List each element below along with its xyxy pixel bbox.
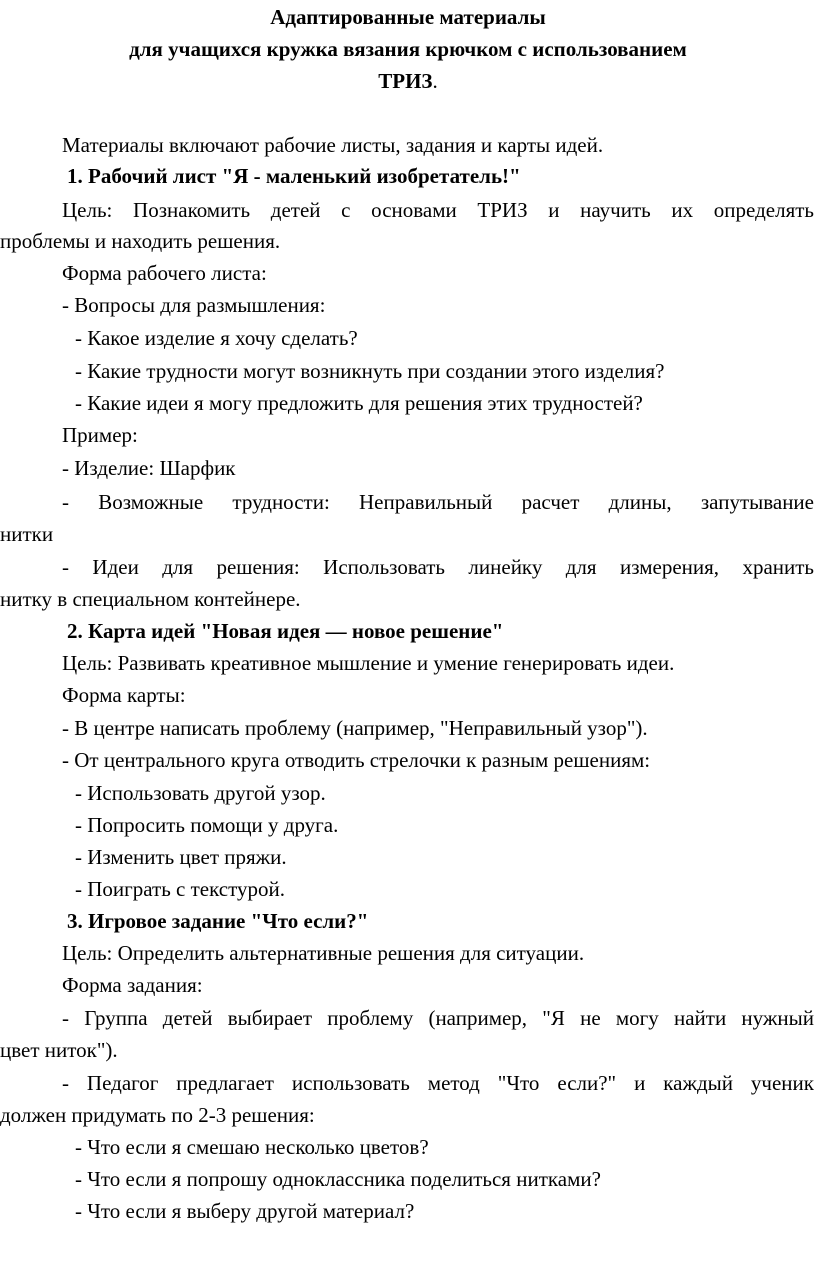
section-1-example: Пример: bbox=[62, 423, 138, 447]
section-3-what-if-3: - Что если я выберу другой материал? bbox=[75, 1199, 415, 1223]
section-3-item-1-line-1: - Группа детей выбирает проблему (например, "Я не могу найти нужный bbox=[62, 1006, 814, 1030]
title-line-2: для учащихся кружка вязания крючком с использованием bbox=[129, 37, 687, 61]
section-2-solution-4: - Поиграть с текстурой. bbox=[75, 877, 285, 901]
section-1-question-3: - Какие идеи я могу предложить для решения этих трудностей? bbox=[75, 391, 643, 415]
section-2-solution-2: - Попросить помощи у друга. bbox=[75, 813, 339, 837]
section-3-what-if-1: - Что если я смешаю несколько цветов? bbox=[75, 1135, 429, 1159]
section-3-item-2-line-2: должен придумать по 2-3 решения: bbox=[0, 1103, 315, 1127]
section-1-form: Форма рабочего листа: bbox=[62, 261, 267, 285]
section-1-questions: - Вопросы для размышления: bbox=[62, 293, 326, 317]
title-period: . bbox=[432, 69, 438, 93]
section-3-what-if-2: - Что если я попрошу одноклассника поделиться нитками? bbox=[75, 1167, 601, 1191]
section-3-goal: Цель: Определить альтернативные решения для ситуации. bbox=[62, 941, 585, 965]
section-2-solution-1: - Использовать другой узор. bbox=[75, 781, 326, 805]
title-triz: ТРИЗ bbox=[378, 69, 433, 93]
section-2-solution-3: - Изменить цвет пряжи. bbox=[75, 845, 287, 869]
title-line-1: Адаптированные материалы bbox=[270, 5, 546, 29]
section-2-item-2: - От центрального круга отводить стрелочки к разным решениям: bbox=[62, 748, 651, 772]
section-1-difficulties-line-1: - Возможные трудности: Неправильный расчет длины, запутывание bbox=[62, 490, 814, 514]
section-1-heading: 1. Рабочий лист "Я - маленький изобретатель!" bbox=[67, 164, 521, 188]
section-3-item-1-line-2: цвет ниток"). bbox=[0, 1038, 118, 1062]
section-1-ideas-line-1: - Идеи для решения: Использовать линейку для измерения, хранить bbox=[62, 555, 814, 579]
section-2-goal: Цель: Развивать креативное мышление и умение генерировать идеи. bbox=[62, 651, 675, 675]
section-1-difficulties-line-2: нитки bbox=[0, 522, 54, 546]
section-2-heading: 2. Карта идей "Новая идея — новое решение" bbox=[67, 619, 504, 643]
intro-text: Материалы включают рабочие листы, задания и карты идей. bbox=[62, 133, 604, 157]
title-line-3 bbox=[0, 68, 816, 94]
section-3-form: Форма задания: bbox=[62, 973, 203, 997]
section-3-heading: 3. Игровое задание "Что если?" bbox=[67, 909, 369, 933]
section-1-example-item: - Изделие: Шарфик bbox=[62, 456, 236, 480]
section-1-goal-line-1: Цель: Познакомить детей с основами ТРИЗ и научить их определять bbox=[62, 198, 814, 222]
section-1-question-2: - Какие трудности могут возникнуть при создании этого изделия? bbox=[75, 359, 665, 383]
section-2-form: Форма карты: bbox=[62, 683, 186, 707]
section-3-item-2-line-1: - Педагог предлагает использовать метод "Что если?" и каждый ученик bbox=[62, 1071, 814, 1095]
section-1-question-1: - Какое изделие я хочу сделать? bbox=[75, 326, 358, 350]
section-1-ideas-line-2: нитку в специальном контейнере. bbox=[0, 587, 301, 611]
section-1-goal-line-2: проблемы и находить решения. bbox=[0, 229, 281, 253]
section-2-item-1: - В центре написать проблему (например, "Неправильный узор"). bbox=[62, 716, 648, 740]
